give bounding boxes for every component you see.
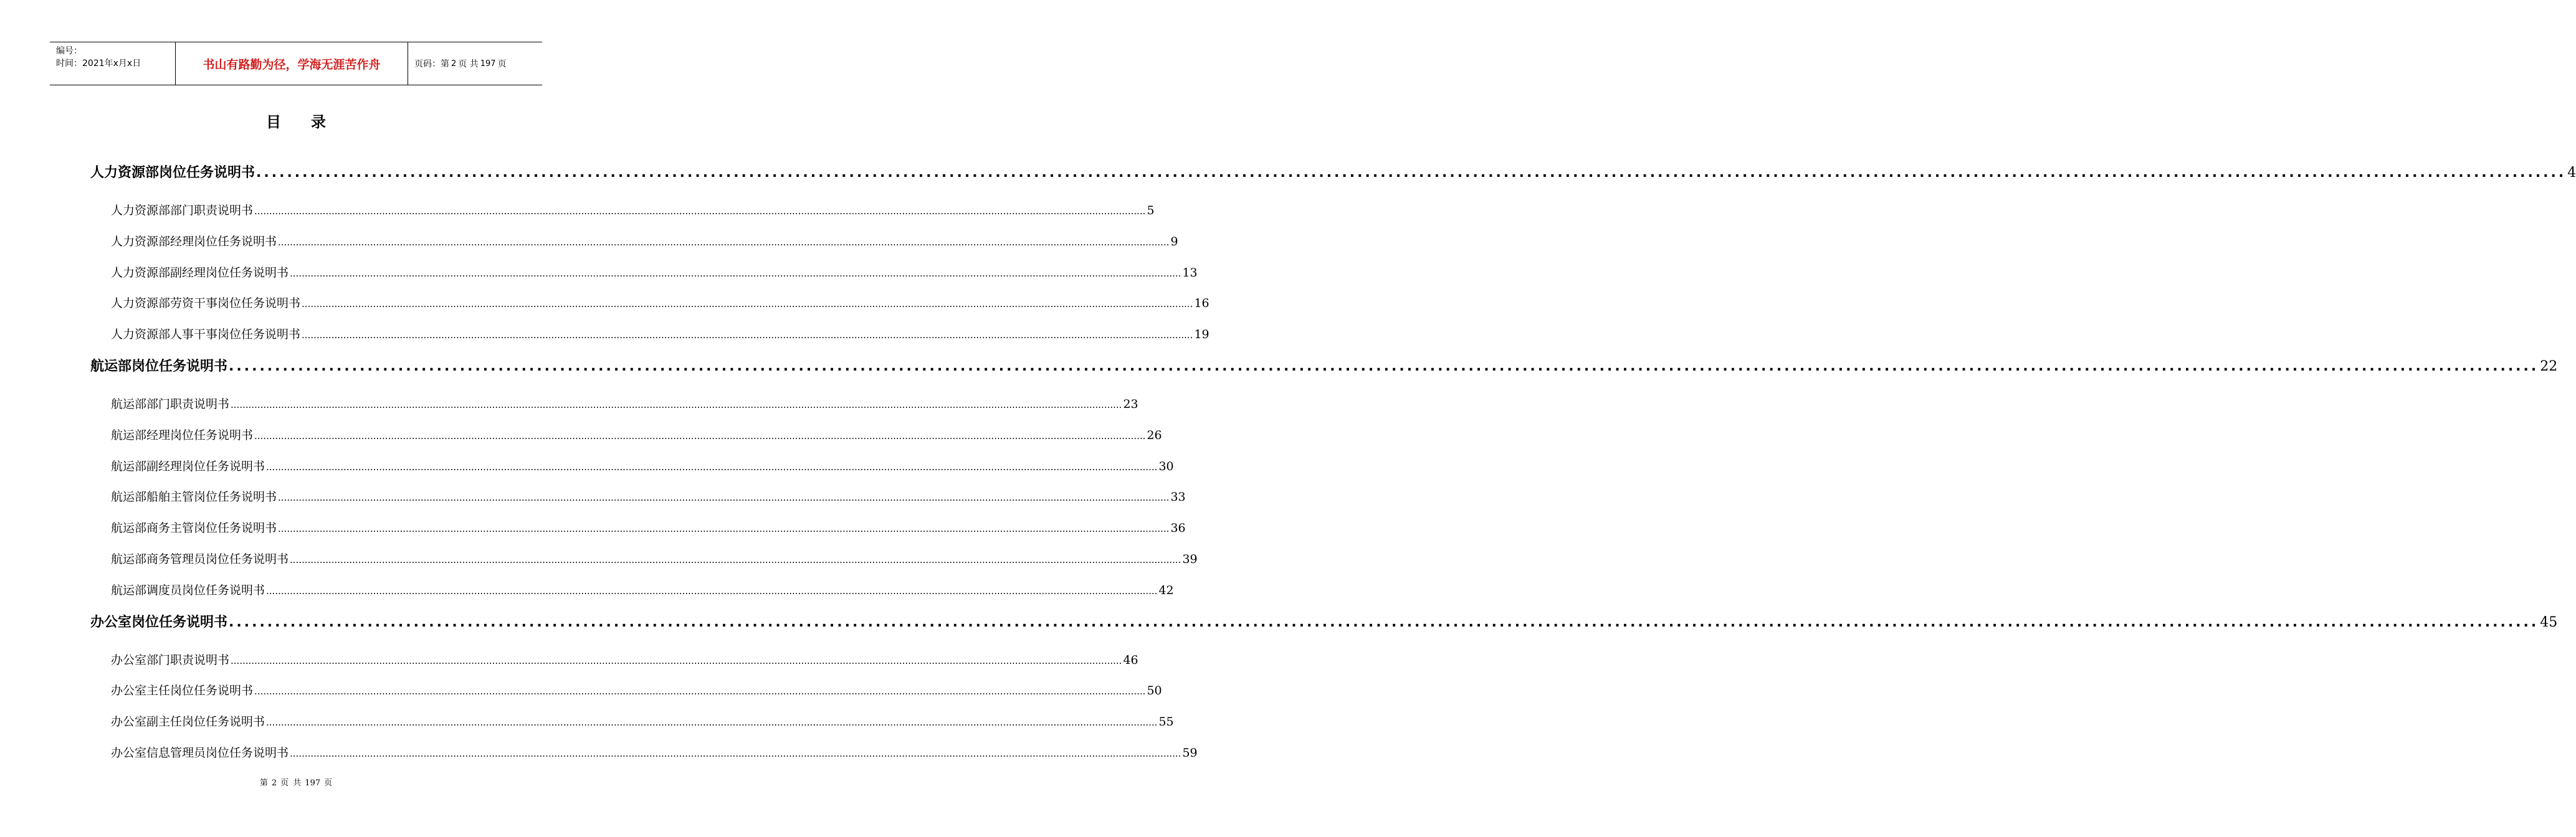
document-time-label: 时间：2021年x月x日 <box>56 59 141 69</box>
header-motto: 书山有路勤为径，学海无涯苦作舟 <box>203 57 381 72</box>
toc-leader-dots: ............................................................................................................................................................................................................................................................................................................ <box>229 614 2539 630</box>
header-page-prefix: 页码：第 <box>414 59 449 69</box>
toc-entry-text: 航运部部门职责说明书 <box>111 397 230 411</box>
toc-leader-dots: ............................................................................................................................................................................................................................................................................................................ <box>278 236 1170 248</box>
toc-leader-dots: ............................................................................................................................................................................................................................................................................................................ <box>231 399 1122 410</box>
toc-leader-dots: ............................................................................................................................................................................................................................................................................................................ <box>266 585 1158 597</box>
document-number-label: 编号： <box>56 46 82 56</box>
header-page-suffix: 页 <box>497 59 507 69</box>
toc-entry-page: 26 <box>1147 428 1162 442</box>
toc-leader-dots: ............................................................................................................................................................................................................................................................................................................ <box>278 523 1170 535</box>
toc-subsection-entry[interactable] <box>90 260 1198 291</box>
toc-entry-text: 人力资源部部门职责说明书 <box>111 204 254 217</box>
toc-entry-text: 航运部商务主管岗位任务说明书 <box>111 521 277 536</box>
toc-leader-dots: ............................................................................................................................................................................................................................................................................................................ <box>266 461 1158 473</box>
toc-leader-dots: ............................................................................................................................................................................................................................................................................................................ <box>256 165 2567 181</box>
toc-leader-dots: ............................................................................................................................................................................................................................................................................................................ <box>278 492 1170 504</box>
toc-leader-dots: ............................................................................................................................................................................................................................................................................................................ <box>254 430 1146 442</box>
toc-entry-page: 33 <box>1170 490 1186 504</box>
page-header <box>50 42 542 85</box>
toc-leader-dots: ............................................................................................................................................................................................................................................................................................................ <box>231 655 1122 666</box>
toc-entry-page: 4 <box>2567 165 2576 181</box>
toc-entry-page: 46 <box>1123 653 1138 667</box>
toc-section-entry[interactable] <box>90 159 2576 197</box>
toc-entry-page: 36 <box>1170 521 1186 536</box>
toc-entry-text: 航运部经理岗位任务说明书 <box>111 428 254 442</box>
toc-subsection-entry[interactable] <box>90 197 1155 229</box>
toc-subsection-entry[interactable] <box>90 647 1138 678</box>
toc-subsection-entry[interactable] <box>90 740 1198 771</box>
toc-entry-page: 23 <box>1123 397 1138 411</box>
toc-entry-text: 人力资源部岗位任务说明书 <box>90 165 255 181</box>
toc-entry-page: 59 <box>1182 745 1198 760</box>
toc-entry-text: 办公室部门职责说明书 <box>111 653 230 667</box>
toc-entry-text: 人力资源部副经理岗位任务说明书 <box>111 265 289 280</box>
toc-leader-dots: ............................................................................................................................................................................................................................................................................................................ <box>229 358 2539 374</box>
toc-section-entry[interactable] <box>90 608 2558 647</box>
toc-entry-page: 39 <box>1182 552 1198 566</box>
toc-entry-page: 19 <box>1194 328 1209 342</box>
toc-leader-dots: ............................................................................................................................................................................................................................................................................................................ <box>254 206 1146 217</box>
toc-entry-text: 人力资源部经理岗位任务说明书 <box>111 234 277 248</box>
header-info-cell <box>50 42 176 85</box>
toc-entry-text: 办公室信息管理员岗位任务说明书 <box>111 745 289 760</box>
header-page-current: 2 <box>451 59 457 69</box>
toc-entry-text: 航运部商务管理员岗位任务说明书 <box>111 552 289 566</box>
toc-entry-page: 30 <box>1158 459 1174 473</box>
toc-entry-text: 航运部副经理岗位任务说明书 <box>111 459 265 473</box>
header-motto-cell <box>176 42 408 85</box>
toc-subsection-entry[interactable] <box>90 546 1198 577</box>
toc-entry-page: 50 <box>1147 684 1162 698</box>
toc-subsection-entry[interactable] <box>90 229 1178 260</box>
toc-leader-dots: ............................................................................................................................................................................................................................................................................................................ <box>290 554 1181 565</box>
toc-entry-page: 13 <box>1182 265 1198 280</box>
toc-subsection-entry[interactable] <box>90 391 1138 422</box>
toc-leader-dots: ............................................................................................................................................................................................................................................................................................................ <box>290 267 1181 279</box>
toc-entry-text: 航运部岗位任务说明书 <box>90 358 228 374</box>
toc-entry-text: 办公室主任岗位任务说明书 <box>111 684 254 698</box>
toc-subsection-entry[interactable] <box>90 422 1162 453</box>
toc-subsection-entry[interactable] <box>90 290 1209 321</box>
toc-leader-dots: ............................................................................................................................................................................................................................................................................................................ <box>290 747 1181 759</box>
toc-entry-page: 45 <box>2540 614 2558 630</box>
toc-entry-page: 55 <box>1158 715 1174 729</box>
toc-subsection-entry[interactable] <box>90 678 1162 709</box>
page-footer <box>0 776 592 788</box>
toc-leader-dots: ............................................................................................................................................................................................................................................................................................................ <box>302 329 1193 341</box>
toc-subsection-entry[interactable] <box>90 321 1209 352</box>
toc-subsection-entry[interactable] <box>90 484 1186 515</box>
toc-subsection-entry[interactable] <box>90 453 1174 485</box>
toc-leader-dots: ............................................................................................................................................................................................................................................................................................................ <box>302 298 1193 310</box>
toc-entry-page: 22 <box>2540 358 2558 374</box>
toc-entry-page: 42 <box>1158 583 1174 597</box>
toc-section-entry[interactable] <box>90 352 2558 391</box>
header-page-cell <box>408 42 542 85</box>
toc-entry-page: 16 <box>1194 296 1209 311</box>
toc-subsection-entry[interactable] <box>90 515 1186 546</box>
table-of-contents <box>90 159 2576 771</box>
toc-leader-dots: ............................................................................................................................................................................................................................................................................................................ <box>254 686 1146 698</box>
footer-total: 197 <box>305 778 321 788</box>
toc-entry-text: 人力资源部人事干事岗位任务说明书 <box>111 328 301 342</box>
toc-entry-page: 5 <box>1147 204 1155 217</box>
toc-entry-text: 办公室岗位任务说明书 <box>90 614 228 630</box>
footer-suffix: 页 <box>324 778 333 788</box>
footer-mid: 页 共 <box>280 778 302 788</box>
footer-prefix: 第 <box>259 778 268 788</box>
header-page-mid: 页 共 <box>458 59 479 69</box>
toc-entry-text: 航运部船舶主管岗位任务说明书 <box>111 490 277 504</box>
toc-entry-page: 9 <box>1170 234 1178 248</box>
toc-title: 目录 <box>266 113 356 131</box>
toc-entry-text: 办公室副主任岗位任务说明书 <box>111 715 265 729</box>
footer-current: 2 <box>271 778 277 788</box>
toc-subsection-entry[interactable] <box>90 709 1174 740</box>
toc-subsection-entry[interactable] <box>90 577 1174 608</box>
toc-entry-text: 航运部调度员岗位任务说明书 <box>111 583 265 597</box>
toc-leader-dots: ............................................................................................................................................................................................................................................................................................................ <box>266 717 1158 729</box>
toc-entry-text: 人力资源部劳资干事岗位任务说明书 <box>111 296 301 311</box>
header-page-total: 197 <box>480 59 496 69</box>
